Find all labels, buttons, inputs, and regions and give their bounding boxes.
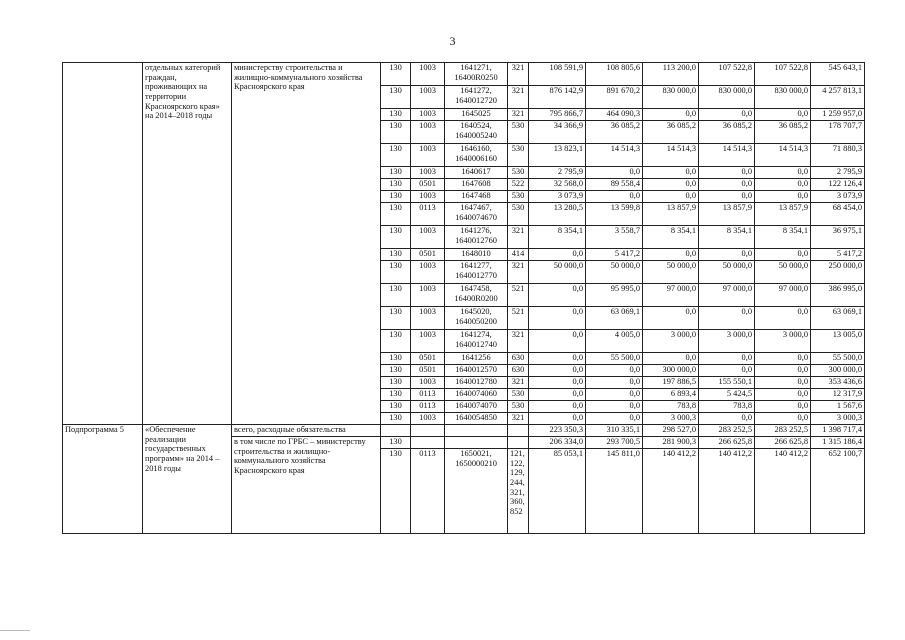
vr-code: 630 [508,365,529,377]
value-2018: 0,0 [755,413,811,425]
subprogram-name-cell: «Обеспечение реализации государственных программ» на 2014 – 2018 годы [143,425,232,534]
value-2016: 0,0 [643,307,699,330]
value-2018: 36 085,2 [755,121,811,144]
csr-code: 1647468 [445,191,508,203]
vr-code: 121, 122, 129, 244, 321, 360, 852 [508,449,529,534]
value-2017: 783,8 [699,401,755,413]
value-2016: 0,0 [643,353,699,365]
value-2018: 0,0 [755,353,811,365]
csr-code: 1640524, 1640005240 [445,121,508,144]
value-2014: 0,0 [529,389,586,401]
value-2018: 830 000,0 [755,86,811,109]
rzpr-code: 1003 [411,167,445,179]
vr-code: 321 [508,377,529,389]
value-total: 1 259 957,0 [811,109,865,121]
value-2017: 0,0 [699,109,755,121]
value-2015: 36 085,2 [586,121,643,144]
value-2016: 783,8 [643,401,699,413]
csr-code [445,437,508,449]
vr-code: 321 [508,261,529,284]
csr-code: 1645025 [445,109,508,121]
value-2014: 32 568,0 [529,179,586,191]
csr-code: 1646160, 1640006160 [445,144,508,167]
value-2017: 107 522,8 [699,63,755,86]
value-2014: 0,0 [529,249,586,261]
value-2017: 0,0 [699,191,755,203]
rzpr-code: 1003 [411,86,445,109]
vr-code: 521 [508,284,529,307]
value-2017: 155 550,1 [699,377,755,389]
grbs-code: 130 [381,449,411,534]
value-2015: 4 005,0 [586,330,643,353]
value-2018: 283 252,5 [755,425,811,437]
vr-code: 530 [508,389,529,401]
csr-code: 1648010 [445,249,508,261]
rzpr-code: 1003 [411,121,445,144]
grbs-code: 130 [381,353,411,365]
value-2015: 5 417,2 [586,249,643,261]
vr-code: 321 [508,413,529,425]
value-total: 5 417,2 [811,249,865,261]
value-2015: 14 514,3 [586,144,643,167]
csr-code: 1640012570 [445,365,508,377]
value-2015: 13 599,8 [586,203,643,226]
value-total: 12 317,9 [811,389,865,401]
value-2017: 3 000,0 [699,330,755,353]
value-2015: 310 335,1 [586,425,643,437]
grbs-code: 130 [381,261,411,284]
value-2016: 97 000,0 [643,284,699,307]
value-2016: 13 857,9 [643,203,699,226]
rzpr-code: 1003 [411,261,445,284]
value-total: 300 000,0 [811,365,865,377]
grbs-code: 130 [381,109,411,121]
grbs-code: 130 [381,377,411,389]
rzpr-code: 0501 [411,365,445,377]
value-2017: 50 000,0 [699,261,755,284]
grbs-code: 130 [381,284,411,307]
vr-code: 521 [508,307,529,330]
value-2018: 50 000,0 [755,261,811,284]
value-2015: 0,0 [586,389,643,401]
grbs-code: 130 [381,413,411,425]
value-2014: 0,0 [529,365,586,377]
grbs-code: 130 [381,167,411,179]
csr-code: 1640074070 [445,401,508,413]
value-total: 4 257 813,1 [811,86,865,109]
value-total: 2 795,9 [811,167,865,179]
subprogram-label-cell: Подпрограмма 5 [63,425,143,534]
value-2015: 293 700,5 [586,437,643,449]
vr-code: 522 [508,179,529,191]
vr-code: 530 [508,191,529,203]
rzpr-code: 1003 [411,330,445,353]
value-2016: 281 900,3 [643,437,699,449]
value-2015: 63 069,1 [586,307,643,330]
csr-code: 1647608 [445,179,508,191]
value-2016: 140 412,2 [643,449,699,534]
grbs-code: 130 [381,121,411,144]
csr-code: 1640012780 [445,377,508,389]
value-total: 250 000,0 [811,261,865,284]
value-2017: 0,0 [699,167,755,179]
value-2017: 283 252,5 [699,425,755,437]
csr-code: 1641272, 1640012720 [445,86,508,109]
value-2015: 55 500,0 [586,353,643,365]
grbs-code: 130 [381,365,411,377]
value-total: 63 069,1 [811,307,865,330]
program-grbs-cell: министерству строительства и жилищно-коммунального хозяйства Красноярского края [232,63,381,425]
value-2015: 0,0 [586,413,643,425]
grbs-code: 130 [381,389,411,401]
rzpr-code: 1003 [411,63,445,86]
value-2018: 0,0 [755,365,811,377]
vr-code: 321 [508,330,529,353]
value-2016: 3 000,3 [643,413,699,425]
rzpr-code: 0501 [411,353,445,365]
value-2015: 50 000,0 [586,261,643,284]
grbs-code: 130 [381,437,411,449]
value-2017: 0,0 [699,307,755,330]
grbs-code: 130 [381,191,411,203]
value-2016: 36 085,2 [643,121,699,144]
vr-code: 630 [508,353,529,365]
page-number: 3 [449,34,456,48]
vr-code: 530 [508,144,529,167]
value-2014: 3 073,9 [529,191,586,203]
value-2018: 0,0 [755,401,811,413]
value-2014: 206 334,0 [529,437,586,449]
value-2018: 266 625,8 [755,437,811,449]
value-total: 3 073,9 [811,191,865,203]
budget-table [62,62,865,534]
csr-code: 1641277, 1640012770 [445,261,508,284]
value-2014: 795 866,7 [529,109,586,121]
value-2015: 89 558,4 [586,179,643,191]
table-row [63,425,865,437]
value-2016: 0,0 [643,191,699,203]
vr-code: 321 [508,226,529,249]
value-2016: 3 000,0 [643,330,699,353]
grbs-code: 130 [381,179,411,191]
rzpr-code: 0501 [411,179,445,191]
value-2017: 0,0 [699,353,755,365]
value-2015: 0,0 [586,167,643,179]
rzpr-code: 0501 [411,249,445,261]
value-2014: 34 366,9 [529,121,586,144]
value-2016: 8 354,1 [643,226,699,249]
vr-code: 530 [508,121,529,144]
csr-code [445,425,508,437]
rzpr-code: 0113 [411,203,445,226]
value-2018: 0,0 [755,307,811,330]
value-2015: 3 558,7 [586,226,643,249]
value-2014: 0,0 [529,377,586,389]
value-2017: 0,0 [699,249,755,261]
value-2014: 876 142,9 [529,86,586,109]
rzpr-code: 0113 [411,401,445,413]
value-2015: 0,0 [586,377,643,389]
value-2017: 13 857,9 [699,203,755,226]
value-total: 36 975,1 [811,226,865,249]
value-2014: 0,0 [529,284,586,307]
value-total: 1 398 717,4 [811,425,865,437]
value-2017: 830 000,0 [699,86,755,109]
value-2015: 0,0 [586,401,643,413]
vr-code [508,425,529,437]
value-2017: 140 412,2 [699,449,755,534]
grbs-code: 130 [381,203,411,226]
value-2015: 108 805,6 [586,63,643,86]
rzpr-code: 1003 [411,284,445,307]
value-2016: 50 000,0 [643,261,699,284]
value-total: 13 005,0 [811,330,865,353]
csr-code: 1641274, 1640012740 [445,330,508,353]
value-2017: 266 625,8 [699,437,755,449]
program-name-cell: отдельных категорий граждан, проживающих на территории Красноярского края» на 2014–2018 годы [143,63,232,425]
rzpr-code: 1003 [411,307,445,330]
value-2014: 0,0 [529,353,586,365]
vr-code: 530 [508,167,529,179]
value-2014: 0,0 [529,307,586,330]
value-total: 353 436,6 [811,377,865,389]
csr-code: 1641276, 1640012760 [445,226,508,249]
grbs-code: 130 [381,144,411,167]
value-2018: 0,0 [755,377,811,389]
rzpr-code: 1003 [411,191,445,203]
value-2016: 197 886,5 [643,377,699,389]
csr-code: 1641271, 16400R0250 [445,63,508,86]
value-total: 652 100,7 [811,449,865,534]
value-2016: 830 000,0 [643,86,699,109]
value-2016: 298 527,0 [643,425,699,437]
value-2014: 0,0 [529,401,586,413]
value-total: 3 000,3 [811,413,865,425]
subprogram-total-label: всего, расходные обязательства [232,425,381,437]
rzpr-code: 0113 [411,449,445,534]
value-total: 122 126,4 [811,179,865,191]
value-2017: 0,0 [699,413,755,425]
value-total: 545 643,1 [811,63,865,86]
value-2017: 0,0 [699,365,755,377]
vr-code: 321 [508,86,529,109]
value-2018: 0,0 [755,109,811,121]
value-2016: 14 514,3 [643,144,699,167]
value-2014: 0,0 [529,413,586,425]
csr-code: 1647467, 1640074670 [445,203,508,226]
rzpr-code: 0113 [411,389,445,401]
csr-code: 1640054850 [445,413,508,425]
vr-code: 530 [508,203,529,226]
vr-code: 414 [508,249,529,261]
grbs-code: 130 [381,249,411,261]
csr-code: 1640617 [445,167,508,179]
rzpr-code [411,437,445,449]
value-2016: 0,0 [643,179,699,191]
value-2014: 2 795,9 [529,167,586,179]
value-2018: 3 000,0 [755,330,811,353]
program-label-cell [63,63,143,425]
value-total: 71 880,3 [811,144,865,167]
rzpr-code [411,425,445,437]
value-2018: 0,0 [755,179,811,191]
subprogram-grbs-label: в том числе по ГРБС – министерству строительства и жилищно-коммунального хозяйства Красноярского края [232,437,381,534]
value-2016: 0,0 [643,167,699,179]
value-2014: 50 000,0 [529,261,586,284]
value-2018: 0,0 [755,249,811,261]
grbs-code: 130 [381,401,411,413]
value-total: 1 567,6 [811,401,865,413]
value-total: 1 315 186,4 [811,437,865,449]
value-2015: 464 090,3 [586,109,643,121]
vr-code: 530 [508,401,529,413]
value-total: 386 995,0 [811,284,865,307]
value-2018: 8 354,1 [755,226,811,249]
value-2015: 0,0 [586,365,643,377]
value-2015: 891 670,2 [586,86,643,109]
value-2017: 97 000,0 [699,284,755,307]
value-2018: 107 522,8 [755,63,811,86]
csr-code: 1647458, 16400R0200 [445,284,508,307]
value-2015: 95 995,0 [586,284,643,307]
value-2018: 13 857,9 [755,203,811,226]
rzpr-code: 1003 [411,413,445,425]
grbs-code: 130 [381,86,411,109]
value-2018: 140 412,2 [755,449,811,534]
grbs-code: 130 [381,63,411,86]
csr-code: 1645020, 1640050200 [445,307,508,330]
value-2014: 8 354,1 [529,226,586,249]
value-total: 55 500,0 [811,353,865,365]
value-2015: 0,0 [586,191,643,203]
csr-code: 1640074060 [445,389,508,401]
grbs-code: 130 [381,330,411,353]
value-total: 178 707,7 [811,121,865,144]
value-2017: 36 085,2 [699,121,755,144]
vr-code [508,437,529,449]
vr-code: 321 [508,63,529,86]
grbs-code [381,425,411,437]
value-2018: 0,0 [755,389,811,401]
value-2016: 0,0 [643,109,699,121]
rzpr-code: 1003 [411,377,445,389]
rzpr-code: 1003 [411,144,445,167]
value-2014: 0,0 [529,330,586,353]
vr-code: 321 [508,109,529,121]
value-2017: 8 354,1 [699,226,755,249]
value-2018: 97 000,0 [755,284,811,307]
value-2016: 6 893,4 [643,389,699,401]
value-2018: 0,0 [755,167,811,179]
grbs-code: 130 [381,307,411,330]
value-2014: 223 350,3 [529,425,586,437]
value-2014: 13 280,5 [529,203,586,226]
value-2017: 0,0 [699,179,755,191]
value-2016: 113 200,0 [643,63,699,86]
grbs-code: 130 [381,226,411,249]
value-total: 68 454,0 [811,203,865,226]
value-2017: 5 424,5 [699,389,755,401]
rzpr-code: 1003 [411,109,445,121]
value-2016: 300 000,0 [643,365,699,377]
csr-code: 1650021, 1650000210 [445,449,508,534]
value-2015: 145 811,0 [586,449,643,534]
rzpr-code: 1003 [411,226,445,249]
value-2018: 0,0 [755,191,811,203]
value-2018: 14 514,3 [755,144,811,167]
csr-code: 1641256 [445,353,508,365]
page-edge-mark [0,630,30,634]
value-2014: 85 053,1 [529,449,586,534]
value-2014: 13 823,1 [529,144,586,167]
value-2017: 14 514,3 [699,144,755,167]
table-row [63,63,865,86]
value-2014: 108 591,9 [529,63,586,86]
value-2016: 0,0 [643,249,699,261]
